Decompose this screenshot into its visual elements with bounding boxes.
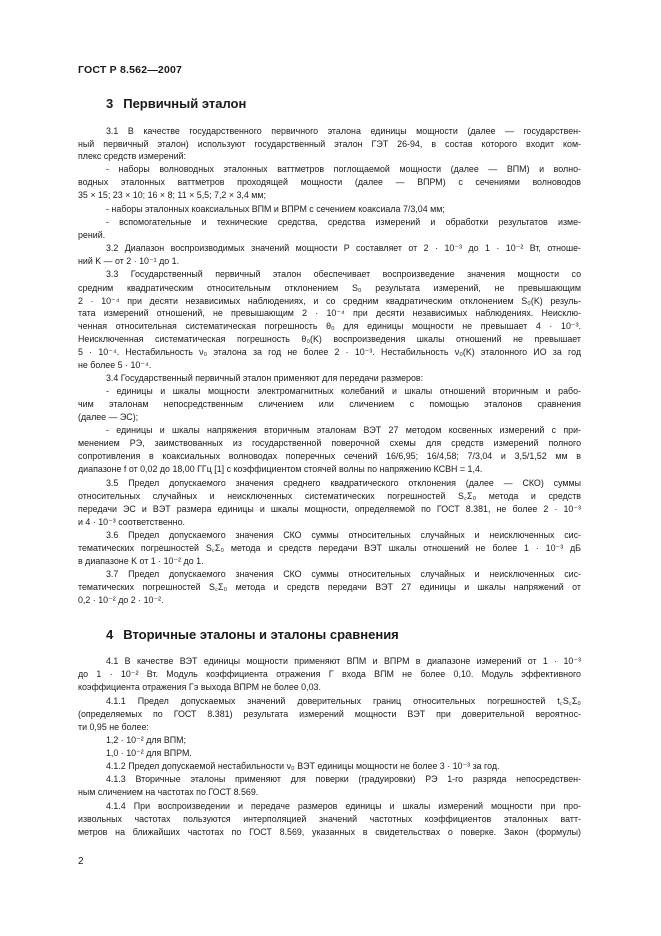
text-line: ный первичный эталон) используют государственный эталон ГЭТ 26-94, в состав которого входит ком-: [78, 139, 581, 149]
text-line: 3.2 Диапазон воспроизводимых значений мощности P составляет от 2 · 10⁻³ до 1 · 10⁻² Вт, отноше-: [106, 243, 581, 253]
text-line: ным сличением на частотах по ГОСТ 8.569.: [78, 787, 259, 797]
section-number: 4: [106, 627, 114, 642]
text-line: (определяемых по ГОСТ 8.381) результата измерений мощности ВЭТ при доверительной вероятнос-: [78, 709, 581, 719]
text-line: сопротивления в коаксиальных волноводах поперечных сечений 16/6,95; 16/4,58; 7/3,04 и 3,5/1,52 мм в: [78, 451, 581, 461]
text-line: 1,0 · 10⁻² для ВПРМ.: [106, 748, 192, 758]
text-line: - вспомогательные и технические средства, средства измерений и обработки результатов изме-: [106, 217, 581, 227]
text-line: Неисключенная систематическая погрешность θ₀(K) воспроизведения шкалы отношений не превышает: [78, 334, 581, 344]
standard-header: ГОСТ Р 8.562—2007: [78, 64, 183, 76]
text-line: 3.1 В качестве государственного первичного эталона единицы мощности (далее — государствен-: [106, 126, 581, 136]
text-line: метров на ближайших частотах по ГОСТ 8.569, указанных в свидетельствах о поверке. Закон (формулы): [78, 827, 581, 837]
section-number: 3: [106, 96, 114, 111]
text-line: извольных частотах пользуются интерполяцией значений частотных коэффициентов эталонных ватт-: [78, 814, 581, 824]
text-line: и 4 · 10⁻³ соответственно.: [78, 517, 185, 527]
text-line: менением РЭ, заимствованных из государственной поверочной схемы для средств измерений полного: [78, 438, 581, 448]
text-line: (далее — ЭС);: [78, 412, 139, 422]
text-line: 4.1.2 Предел допускаемой нестабильности ν₀ ВЭТ единицы мощности не более 3 · 10⁻³ за год.: [106, 761, 500, 771]
text-line: 1,2 · 10⁻² для ВПМ;: [106, 735, 186, 745]
text-line: 4.1.4 При воспроизведении и передаче размеров единицы и шкалы измерений мощности при про-: [106, 801, 581, 811]
text-line: - единицы и шкалы мощности электромагнитных колебаний и шкалы отношений вторичным и рабо-: [106, 386, 581, 396]
section-title-text: Вторичные эталоны и эталоны сравнения: [123, 627, 399, 642]
text-line: не более 5 · 10⁻⁴.: [78, 360, 152, 370]
text-line: передачи ЭС и ВЭТ размера единицы и шкалы мощности, определяемой по ГОСТ 8.381, не более 2 · 10⁻³: [78, 504, 581, 514]
text-line: до 1 · 10⁻² Вт. Модуль коэффициента отражения Γ входа ВПМ не более 0,10. Модуль эффективного: [78, 669, 581, 679]
text-line: рений.: [78, 230, 106, 240]
text-line: - наборы эталонных коаксиальных ВПМ и ВПРМ с сечением коаксиала 7/3,04 мм;: [106, 204, 445, 214]
text-line: 3.3 Государственный первичный эталон обеспечивает воспроизведение значения мощности со: [106, 269, 581, 279]
text-line: 3.7 Предел допускаемого значения СКО суммы относительных случайных и неисключенных сис-: [106, 569, 581, 579]
text-line: 3.5 Предел допускаемого значения среднего квадратического отклонения (далее — СКО) суммы: [106, 478, 581, 488]
text-line: 4.1.1 Предел допускаемых значений доверительных границ относительных погрешностей t꜀S꜀Σ₀: [106, 696, 581, 706]
section-3-heading: [106, 96, 246, 111]
text-line: диапазоне f от 0,02 до 18,00 ГГц [1] с коэффициентом стоячей волны по напряжению КСВН = 1,4.: [78, 464, 483, 474]
text-line: тематических погрешностей S꜀Σ₀ метода и средств передачи ВЭТ 27 единицы и шкалы напряжений от: [78, 582, 581, 592]
text-line: относительных случайных и неисключенных систематических погрешностей S꜀Σ₀ метода и средств: [78, 491, 581, 501]
text-line: 2 · 10⁻⁴ при десяти независимых наблюдениях, и со средним квадратическим отклонением S₀(K) резуль-: [78, 296, 581, 306]
text-line: в диапазоне K от 1 · 10⁻² до 1.: [78, 556, 204, 566]
text-line: - наборы волноводных эталонных ваттметров поглощаемой мощности (далее — ВПМ) и волно-: [106, 164, 581, 174]
text-line: 0,2 · 10⁻² до 2 · 10⁻².: [78, 595, 164, 605]
section-4-heading: [106, 627, 399, 642]
text-line: ти 0,95 не более:: [78, 722, 149, 732]
text-line: плекс средств измерений:: [78, 151, 186, 161]
page-number: 2: [78, 856, 84, 867]
text-line: 5 · 10⁻⁴. Нестабильность ν₀ эталона за год не более 2 · 10⁻³. Нестабильность ν₀(K) эталонного ИО за год: [78, 347, 581, 357]
text-line: 3.4 Государственный первичный эталон применяют для передачи размеров:: [106, 373, 424, 383]
text-line: 35 × 15; 23 × 10; 16 × 8; 11 × 5,5; 7,2 × 3,4 мм;: [78, 190, 266, 200]
text-line: 4.1 В качестве ВЭТ единицы мощности применяют ВПМ и ВПРМ в диапазоне измерений от 1 · 10⁻³: [106, 656, 581, 666]
text-line: средним квадратическим относительным отклонением S₀ результата измерений, не превышающим: [78, 283, 581, 293]
text-line: водных эталонных ваттметров проходящей мощности (далее — ВПРМ) с сечениями волноводов: [78, 177, 581, 187]
section-title-text: Первичный эталон: [123, 96, 247, 111]
text-line: - единицы и шкалы напряжения вторичным эталонам ВЭТ 27 методом косвенных измерений с при-: [106, 425, 581, 435]
text-line: ченная относительная систематическая погрешность θ₀ для единицы мощности не превышает 4 · 10⁻³.: [78, 321, 581, 331]
text-line: тата измерений отношений, не превышающим 2 · 10⁻⁴ при десяти независимых наблюдениях. Неисклю-: [78, 308, 581, 318]
text-line: 3.6 Предел допускаемого значения СКО суммы относительных случайных и неисключенных сис-: [106, 530, 581, 540]
text-line: тематических погрешностей S꜀Σ₀ метода и средств передачи ВЭТ шкалы отношений не более 1 · 10⁻³ дБ: [78, 543, 581, 553]
text-line: коэффициента отражения Γэ выхода ВПРМ не более 0,03.: [78, 682, 321, 692]
text-line: ний K — от 2 · 10⁻¹ до 1.: [78, 256, 180, 266]
text-line: чим эталонам непосредственным сличением или сличением с помощью эталонов сравнения: [78, 399, 581, 409]
text-line: 4.1.3 Вторичные эталоны применяют для поверки (градуировки) РЭ 1-го разряда непосредствен-: [106, 774, 581, 784]
